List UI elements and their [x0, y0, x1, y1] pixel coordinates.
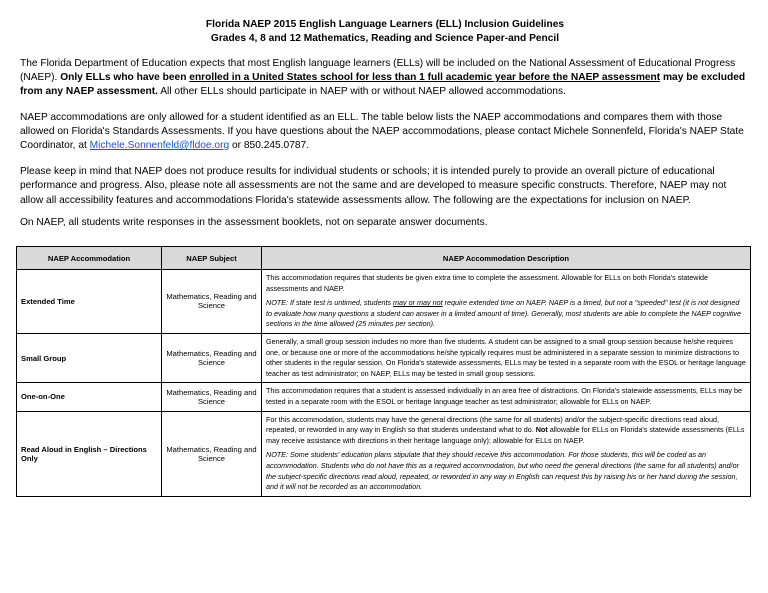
- coordinator-email-link[interactable]: Michele.Sonnenfeld@fldoe.org: [89, 140, 230, 152]
- intro-paragraph-4: On NAEP, all students write responses in the assessment booklets, not on separate answer documents.: [20, 216, 488, 228]
- accommodation-cell: Extended Time: [17, 270, 162, 334]
- intro-paragraph-2: [20, 111, 750, 154]
- description-note: NOTE: Some students' education plans stipulate that they should receive this accommodation. For those students, this will be coded as an accommodation. Students who do not have this as a required accommodation, but who need the general directions (the same for all students) and/or the subject-specific directions read aloud, repeated, or reworded in any way in English can request this by raising his or her hand during the session, and it will not be recorded as an accommodation.: [266, 450, 740, 492]
- subject-cell: Mathematics, Reading and Science: [162, 333, 262, 382]
- accommodations-table: [16, 246, 751, 497]
- accommodation-cell: Read Aloud in English – Directions Only: [17, 411, 162, 496]
- desc-part-b: allowable for ELLs on Florida's statewide assessments (ELLs may receive assistance with directions in their heritage language only); allowable for ELLs on NAEP.: [266, 425, 745, 445]
- header-description: NAEP Accommodation Description: [262, 247, 751, 270]
- table-row: [17, 411, 751, 496]
- header-accommodation: NAEP Accommodation: [17, 247, 162, 270]
- title-line-2: Grades 4, 8 and 12 Mathematics, Reading and Science Paper-and Pencil: [210, 33, 560, 44]
- intro-paragraph-1: [20, 57, 750, 100]
- p1-bold-underline: enrolled in a United States school for less than 1 full academic year before the NAEP assessment: [189, 72, 661, 84]
- subject-cell: Mathematics, Reading and Science: [162, 411, 262, 496]
- subject-cell: Mathematics, Reading and Science: [162, 383, 262, 411]
- p1-bold-b: may be excluded from any NAEP assessment.: [20, 72, 746, 98]
- description-text: This accommodation requires that students be given extra time to complete the assessment. Allowable for ELLs on both Florida's statewide assessments and NAEP.: [266, 273, 709, 293]
- accommodation-cell: Small Group: [17, 333, 162, 382]
- description-cell: [262, 270, 751, 334]
- document-body: [20, 18, 750, 230]
- note-part-a: NOTE: If state test is untimed, students: [266, 298, 392, 308]
- title-line-1: Florida NAEP 2015 English Language Learners (ELL) Inclusion Guidelines: [205, 19, 565, 30]
- description-cell: [262, 333, 751, 382]
- description-note: [266, 298, 746, 330]
- document-title: [20, 18, 750, 46]
- header-subject: NAEP Subject: [162, 247, 262, 270]
- p2-tail: or 850.245.0787.: [232, 140, 310, 152]
- description-text: This accommodation requires that a student is assessed individually in an area free of distractions. On Florida's statewide assessments, ELLs may be tested in a separate room with the ESOL or heritage language teacher as test administrator; allowable for ELLs on NAEP.: [266, 386, 742, 406]
- note-part-b: require extended time on NAEP. NAEP is a timed, but not a "speeded" test (it is not designed to evaluate how many questions a student can answer in a limited amount of time). Generally, most students are able to complete the NAEP cognitive sections in the time allowed (25 minutes per section).: [266, 298, 742, 329]
- desc-part-a: For this accommodation, students may have the general directions (the same for all students) and/or the subject-specific directions read aloud, repeated, or reworded in any way in English so that students understand what to do.: [266, 414, 720, 435]
- table-header-row: [17, 247, 751, 270]
- note-underline: may or may not: [393, 298, 443, 308]
- desc-bold: Not: [535, 425, 548, 435]
- subject-cell: Mathematics, Reading and Science: [162, 270, 262, 334]
- accommodation-cell: One-on-One: [17, 383, 162, 411]
- p1-bold-a: Only ELLs who have been: [60, 72, 187, 84]
- description-cell: [262, 411, 751, 496]
- p1-text: The Florida Department of Education expects that most English language learners (ELLs) will be included on the National Assessment of Educational Progress (NAEP).: [20, 58, 736, 84]
- p2-text: NAEP accommodations are only allowed for a student identified as an ELL. The table below lists the NAEP accommodations and compares them with those allowed on Florida's Standards Assessments. If you have questions about the NAEP accommodations, please contact Michele Sonnenfeld, Florida's NAEP State Coordinator, at: [20, 111, 744, 152]
- description-cell: [262, 383, 751, 411]
- table-row: [17, 333, 751, 382]
- p1-tail: All other ELLs should participate in NAEP with or without NAEP allowed accommodations.: [160, 86, 566, 98]
- table-row: [17, 270, 751, 334]
- table-row: [17, 383, 751, 411]
- description-text: [266, 415, 746, 447]
- intro-paragraph-3: Please keep in mind that NAEP does not produce results for individual students or schools; it is intended purely to provide an overall picture of educational performance and progress. Also, please note all assessments are not the same and are developed to measure specific constructs. Therefore, NAEP may not allow all accessibility features and accommodations Florida's statewide assessments allow. The following are the expectations for inclusion on NAEP.: [20, 166, 727, 206]
- description-text: Generally, a small group session includes no more than five students. A student can be assigned to a small group session because he/she requires one, or because one or more of the accommodations he/she typically requires must be administered in a separate session to minimize distractions to other students in the regular session. On Florida's statewide assessments, ELLs may be tested in a separate room with the ESOL or heritage language teacher as test administrator; on NAEP, ELLs may be tested in small group sessions.: [266, 336, 746, 378]
